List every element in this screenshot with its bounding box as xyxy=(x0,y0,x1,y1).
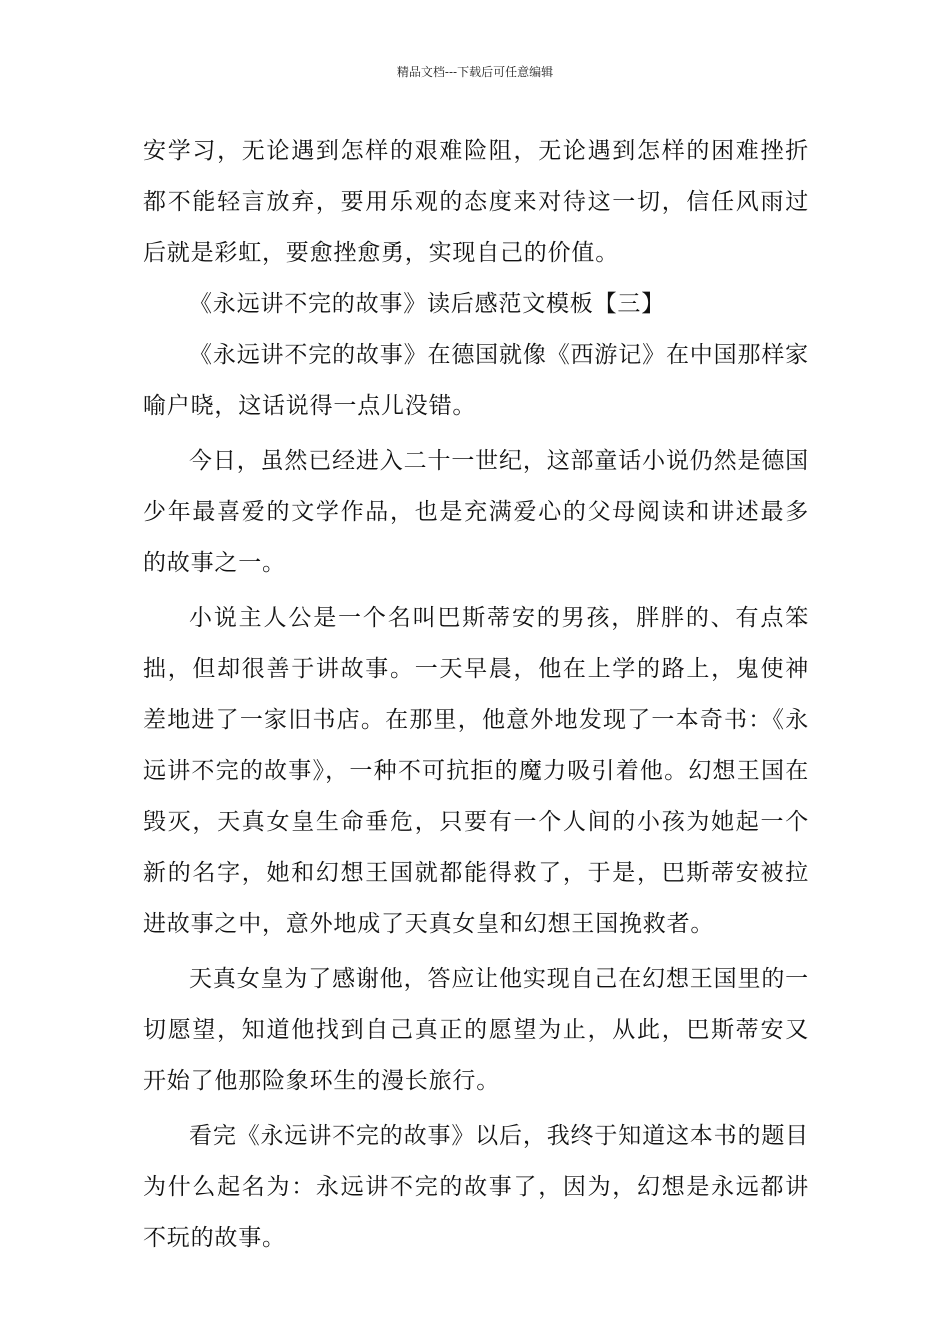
paragraph: 看完《永远讲不完的故事》以后，我终于知道这本书的题目为什么起名为：永远讲不完的故事了，因为，幻想是永远都讲不玩的故事。 xyxy=(143,1123,809,1251)
paragraph: 小说主人公是一个名叫巴斯蒂安的男孩，胖胖的、有点笨拙，但却很善于讲故事。一天早晨，他在上学的路上，鬼使神差地进了一家旧书店。在那里，他意外地发现了一本奇书：《永远讲不完的故事》，一种不可抗拒的魔力吸引着他。幻想王国在毁灭，天真女皇生命垂危，只要有一个人间的小孩为她起一个新的名字，她和幻想王国就都能得救了，于是，巴斯蒂安被拉进故事之中，意外地成了天真女皇和幻想王国挽救者。 xyxy=(143,605,809,937)
paragraph: 《永远讲不完的故事》在德国就像《西游记》在中国那样家喻户晓，这话说得一点儿没错。 xyxy=(143,342,809,419)
paragraph: 天真女皇为了感谢他，答应让他实现自己在幻想王国里的一切愿望，知道他找到自己真正的愿望为止，从此，巴斯蒂安又开始了他那险象环生的漫长旅行。 xyxy=(143,966,809,1094)
document-body xyxy=(143,126,809,1264)
paragraph-continued: 安学习，无论遇到怎样的艰难险阻，无论遇到怎样的困难挫折都不能轻言放弃，要用乐观的态度来对待这一切，信任风雨过后就是彩虹，要愈挫愈勇，实现自己的价值。 xyxy=(143,138,809,266)
section-heading: 《永远讲不完的故事》读后感范文模板【三】 xyxy=(189,291,665,317)
paragraph: 今日，虽然已经进入二十一世纪，这部童话小说仍然是德国少年最喜爱的文学作品，也是充满爱心的父母阅读和讲述最多的故事之一。 xyxy=(143,448,809,576)
page-header: 精品文档---下载后可任意编辑 xyxy=(396,65,554,79)
